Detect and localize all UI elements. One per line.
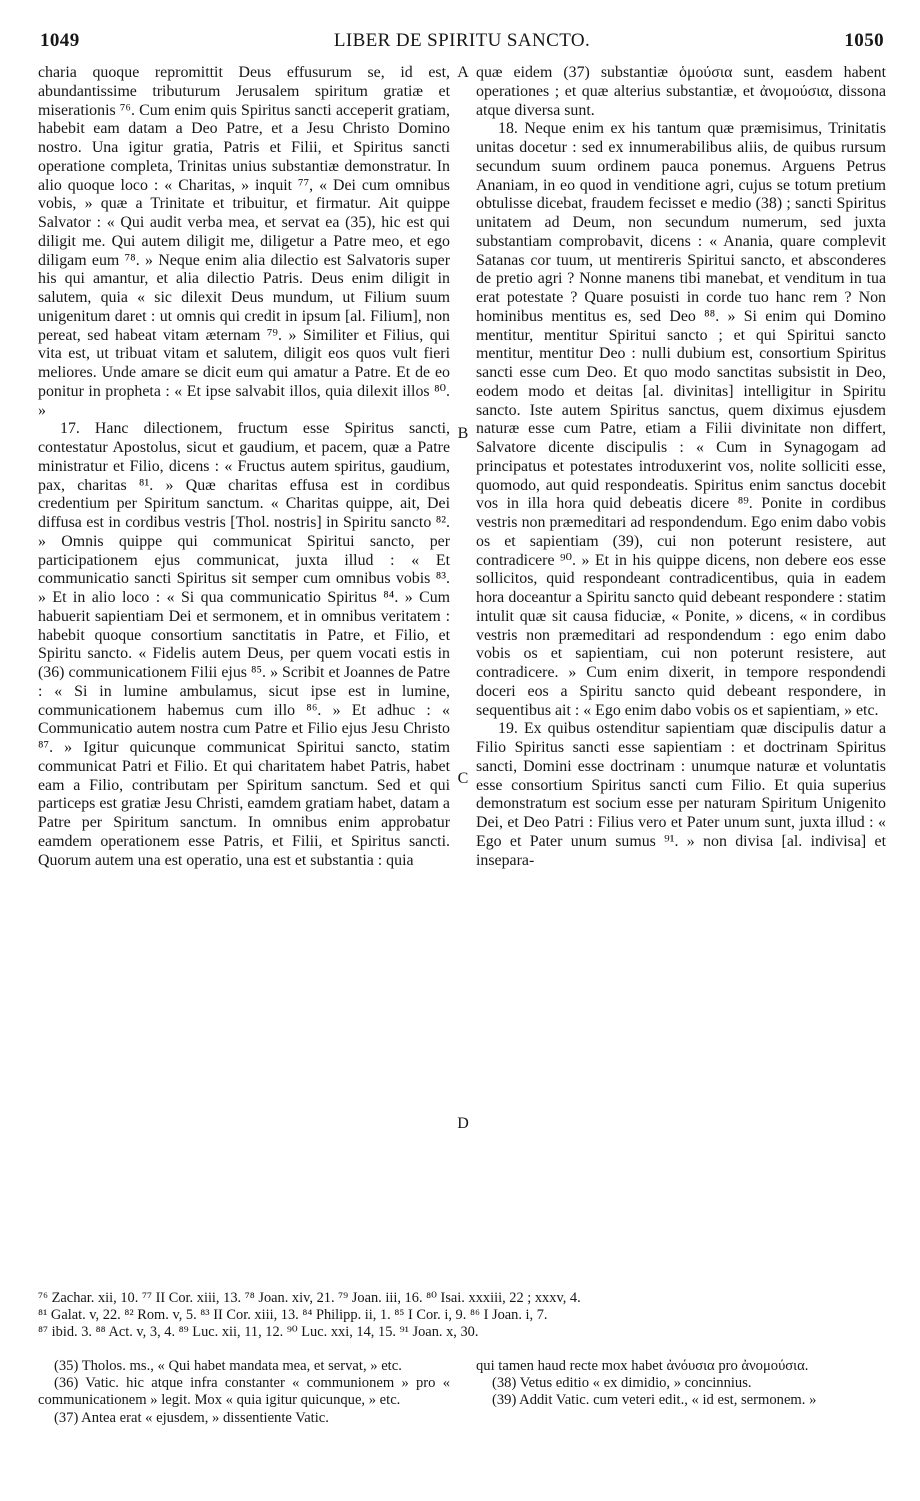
page-number-right: 1050 bbox=[844, 30, 884, 51]
editor-note: (39) Addit Vatic. cum veteri edit., « id est, sermonem. » bbox=[492, 1392, 817, 1409]
scripture-note-row: ⁸¹ Galat. v, 22. ⁸² Rom. v, 5. ⁸³ II Cor. xiii, 13. ⁸⁴ Philipp. ii, 1. ⁸⁵ I Cor. i, 9. ⁸⁶ I Joan. i, 7. bbox=[38, 1307, 548, 1323]
margin-letter-c: C bbox=[457, 770, 469, 787]
editor-note: qui tamen haud recte mox habet ἀνόυσια pro ἀνομούσια. bbox=[476, 1358, 809, 1374]
paragraph-18: 18. Neque enim ex his tantum quæ præmisimus, Trinitatis unitas docetur : sed ex innumerabilibus aliis, de quibus rursum secundum suum ordinem pauca ponemus. Arguens Petrus Ananiam, in eo quod in venditione agri, cujus se totum pretium obtulisse dicebat, fraudem fecisset e medio (38) ; sancti Spiritus unitatem ad Deum, non secundum numerum, sed juxta substantiam comprobavit, dicens : « Anania, quare complevit Satanas cor tuum, ut mentireris Spiritui sancto, et absconderes de pretio agri ? Nonne manens tibi manebat, et venditum in tua erat potestate ? Quare posuisti in corde tuo hanc rem ? Non hominibus mentitus es, sed Deo ⁸⁸. » Si enim qui Domino mentitur, mentitur Spiritui sancto ; et qui Spiritui sancto mentitur, mentitur Deo : nulli dubium est, consortium Spiritus sancti esse cum Deo. Et quo modo sanctitas subsistit in Deo, eodem modo et deitas [al. divinitas] intelligitur in Spiritu sancto. Iste autem Spiritus sanctus, quem diximus ejusdem naturæ esse cum Patre, etiam a Filii divinitate non differt, Salvatore dicente discipulis : « Cum in Synagogam ad principatus et potestates introduxerint vos, nolite solliciti esse, quomodo, aut quid respondeatis. Spiritus enim sanctus docebit vos in illa hora quid debeatis dicere ⁸⁹. Ponite in cordibus vestris non præmeditari ad respondendum. Ego enim dabo vobis os et sapientiam (39), cui non poterunt resistere, aut contradicere ⁹⁰. » Et in his quippe dicens, non debere eos esse sollicitos, quid respondeant contradicentibus, quia in eadem hora doceantur a Spiritu sancto quid debeant respondere : statim intulit quæ sit causa fiduciæ, « Ponite, » dicens, « in cordibus vestris non præmeditari ad respondendum : ego enim dabo vobis os et sapientiam, cui non poterunt resistere, aut contradicere. » Cum enim dixerit, in tempore respondendi doceri eos a Spiritu sancto quid debeant respondere, in sequentibus ait : « Ego enim dabo vobis os et sapientiam, » etc. bbox=[476, 120, 886, 719]
scripture-note-row: ⁸⁷ ibid. 3. ⁸⁸ Act. v, 3, 4. ⁸⁹ Luc. xii, 11, 12. ⁹⁰ Luc. xxi, 14, 15. ⁹¹ Joan. x, 30. bbox=[38, 1324, 479, 1340]
margin-letter-d: D bbox=[457, 1115, 469, 1132]
paragraph-17-continued: quæ eidem (37) substantiæ ὁμούσια sunt, easdem habent operationes ; et quæ alterius substantiæ, et ἀνομούσια, dissona atque diversa sunt. bbox=[476, 64, 886, 119]
paragraph-19: 19. Ex quibus ostenditur sapientiam quæ discipulis datur a Filio Spiritus sancti esse sapientiam : et doctrinam Spiritus sancti, Domini esse doctrinam : unumque naturæ et voluntatis esse consortium Spiritus sancti cum Filio. Et quia superius demonstratum est socium esse per naturam Spiritum Unigenito Dei, et Deo Patri : Filius vero et Pater unum sunt, juxta illud : « Ego et Pater unum sumus ⁹¹. » non divisa [al. indivisa] et insepara- bbox=[476, 720, 886, 869]
left-column bbox=[38, 64, 450, 870]
scripture-note-row: ⁷⁶ Zachar. xii, 10. ⁷⁷ II Cor. xiii, 13. ⁷⁸ Joan. xiv, 21. ⁷⁹ Joan. iii, 16. ⁸⁰ Isai. xxxiii, 22 ; xxxv, 4. bbox=[38, 1290, 581, 1306]
editor-note: (36) Vatic. hic atque infra constanter « communionem » pro « communicationem » legit. Mox « quia igitur quicunque, » etc. bbox=[38, 1375, 450, 1409]
scripture-references bbox=[38, 1290, 888, 1341]
margin-letter-a: A bbox=[457, 64, 469, 81]
paragraph-16-continued: charia quoque repromittit Deus effusurum se, id est, abundantissime tributurum Jerusalem spiritum gratiæ et miserationis ⁷⁶. Cum enim quis Spiritus sancti acceperit gratiam, habebit eam datam a Deo Patre, et a Jesu Christo Domino nostro. Una igitur gratia, Patris et Filii, et Spiritus sancti operatione completa, Trinitas unius substantiæ demonstratur. In alio quoque loco : « Charitas, » inquit ⁷⁷, « Dei cum omnibus vobis, » quæ a Trinitate et tribuitur, et firmatur. Ait quippe Salvator : « Qui audit verba mea, et servat ea (35), hic est qui diligit me. Qui autem diligit me, diligetur a Patre meo, et ego diligam eum ⁷⁸. » Neque enim alia dilectio est Salvatoris super his qui amantur, et alia dilectio Patris. Deus enim diligit in salutem, quia « sic dilexit Deus mundum, ut Filium suum unigenitum daret : ut omnis qui credit in ipsum [al. Filium], non pereat, sed habeat vitam æternam ⁷⁹. » Similiter et Filius, qui vita est, ut tribuat vitam et salutem, diligit eos quos vult fieri meliores. Unde amare se dicit eum qui amatur a Patre. Et de eo ponitur in propheta : « Et ipse salvabit illos, quia dilexit illos ⁸⁰. » bbox=[38, 64, 450, 419]
page-number-left: 1049 bbox=[40, 30, 80, 51]
running-title: LIBER DE SPIRITU SANCTO. bbox=[333, 30, 591, 51]
editor-notes-right bbox=[476, 1358, 886, 1410]
editor-notes-left bbox=[38, 1358, 450, 1427]
paragraph-17: 17. Hanc dilectionem, fructum esse Spiritus sancti, contestatur Apostolus, sicut et gaudium, et pacem, quæ a Patre ministratur et Filio, dicens : « Fructus autem spiritus, gaudium, pax, charitas ⁸¹. » Quæ charitas effusa est in cordibus credentium per Spiritum sanctum. « Charitas quippe, ait, Dei diffusa est in cordibus vestris [Thol. nostris] in Spiritu sancto ⁸². » Omnis quippe qui communicat Spiritui sancto, per participationem ejus communicat, juxta illud : « Et communicatio sancti Spiritus sit semper cum omnibus vobis ⁸³. » Et in alio loco : « Si qua communicatio Spiritus ⁸⁴. » Cum habuerit sapientiam Dei et sermonem, et in omnibus veritatem : habebit quoque consortium sanctitatis in Patre, et Filio, et Spiritu sancto. « Fidelis autem Deus, per quem vocati estis in (36) communicationem Filii ejus ⁸⁵. » Scribit et Joannes de Patre : « Si in lumine ambulamus, sicut ipse est in lumine, communicationem habemus cum illo ⁸⁶. » Et adhuc : « Communicatio autem nostra cum Patre et Filio ejus Jesu Christo ⁸⁷. » Igitur quicunque communicat Spiritui sancto, statim communicat Patri et Filio. Et qui charitatem habet Patris, habet eam a Filio, contributam per Spiritum sanctum. Sed et qui particeps est gratiæ Jesu Christi, eamdem gratiam habet, datam a Patre per Spiritum sanctum. In omnibus enim approbatur eamdem operationem esse Patris, et Filii, et Spiritus sancti. Quorum autem una est operatio, una est et substantia : quia bbox=[38, 420, 450, 869]
editor-note: (37) Antea erat « ejusdem, » dissentiente Vatic. bbox=[54, 1409, 329, 1426]
running-header bbox=[40, 30, 884, 56]
right-column bbox=[476, 64, 886, 870]
editor-note: (35) Tholos. ms., « Qui habet mandata mea, et servat, » etc. bbox=[54, 1358, 402, 1374]
margin-letter-b: B bbox=[457, 425, 469, 442]
editor-note: (38) Vetus editio « ex dimidio, » concinnius. bbox=[492, 1375, 752, 1392]
